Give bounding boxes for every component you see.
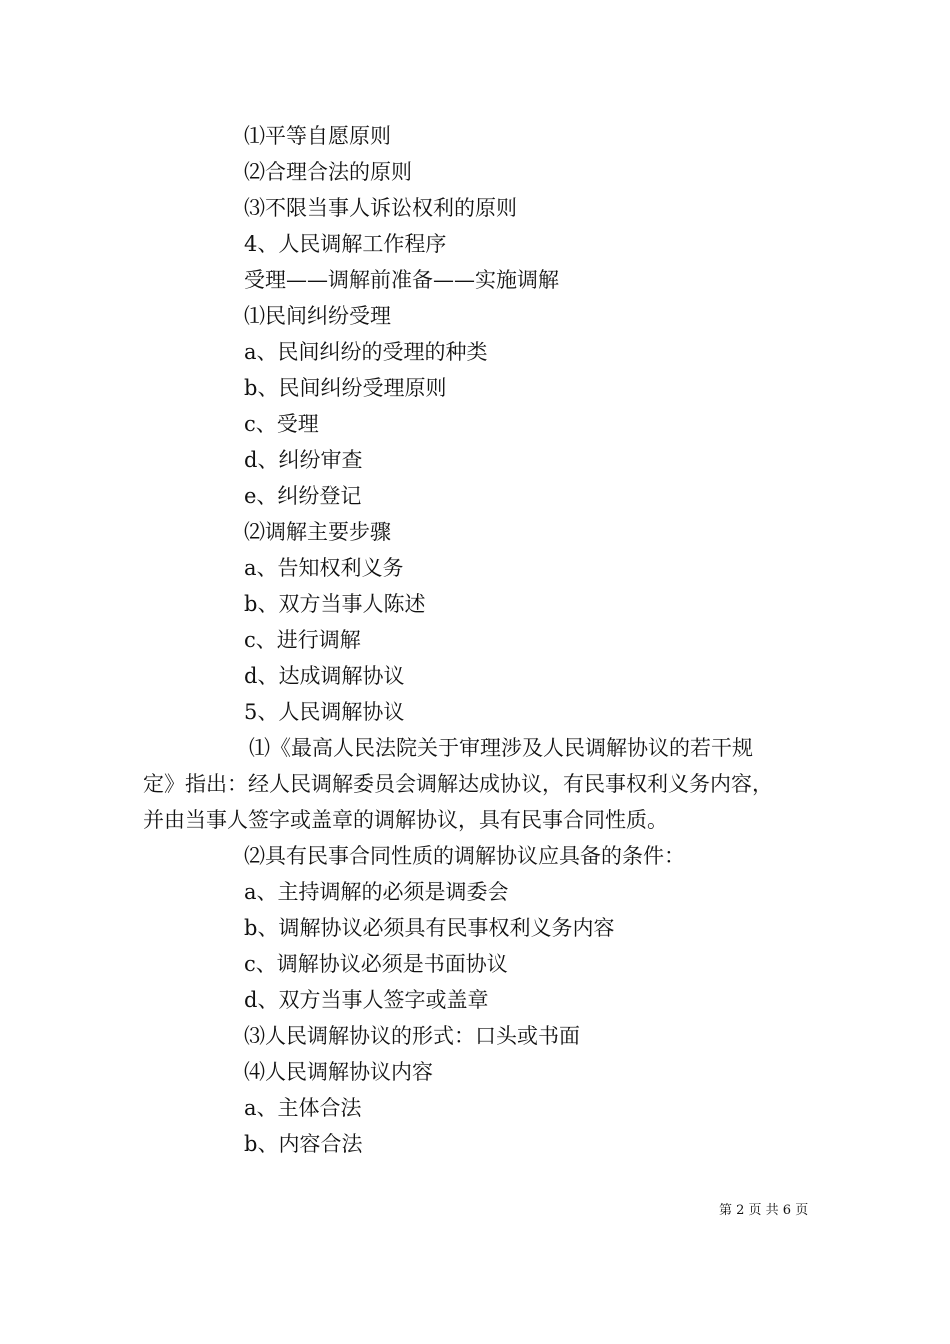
text-line: d、双方当事人签字或盖章 [244, 988, 489, 1012]
text-line: a、主持调解的必须是调委会 [244, 880, 509, 904]
text-line: c、受理 [244, 412, 319, 436]
text-line: b、调解协议必须具有民事权利义务内容 [244, 916, 615, 940]
text-line: c、调解协议必须是书面协议 [244, 952, 508, 976]
text-line: c、进行调解 [244, 628, 361, 652]
text-line: ⑷人民调解协议内容 [244, 1060, 433, 1084]
text-line: ⑴民间纠纷受理 [244, 304, 391, 328]
text-line: a、主体合法 [244, 1096, 362, 1120]
text-line: ⑶人民调解协议的形式：口头或书面 [244, 1024, 580, 1048]
text-line: e、纠纷登记 [244, 484, 362, 508]
text-line: b、内容合法 [244, 1132, 363, 1156]
document-body [143, 118, 833, 1162]
text-line: ⑶不限当事人诉讼权利的原则 [244, 196, 517, 220]
text-line: d、达成调解协议 [244, 664, 405, 688]
text-line: ⑵具有民事合同性质的调解协议应具备的条件： [244, 844, 685, 868]
text-line: a、告知权利义务 [244, 556, 404, 580]
text-line: a、民间纠纷的受理的种类 [244, 340, 488, 364]
section-heading: 4、人民调解工作程序 [244, 232, 447, 256]
paragraph-line: 定》指出：经人民调解委员会调解达成协议，有民事权利义务内容， [143, 772, 773, 796]
text-line: b、民间纠纷受理原则 [244, 376, 447, 400]
text-line: b、双方当事人陈述 [244, 592, 426, 616]
paragraph-line: ⑴《最高人民法院关于审理涉及人民调解协议的若干规 [249, 736, 753, 760]
text-line: ⑵调解主要步骤 [244, 520, 391, 544]
text-line: d、纠纷审查 [244, 448, 363, 472]
section-heading: 5、人民调解协议 [244, 700, 405, 724]
text-line: ⑵合理合法的原则 [244, 160, 412, 184]
paragraph-line: 并由当事人签字或盖章的调解协议，具有民事合同性质。 [143, 808, 668, 832]
text-line: ⑴平等自愿原则 [244, 124, 391, 148]
page-number: 第 2 页 共 6 页 [719, 1203, 809, 1218]
text-line: 受理——调解前准备——实施调解 [244, 268, 559, 292]
